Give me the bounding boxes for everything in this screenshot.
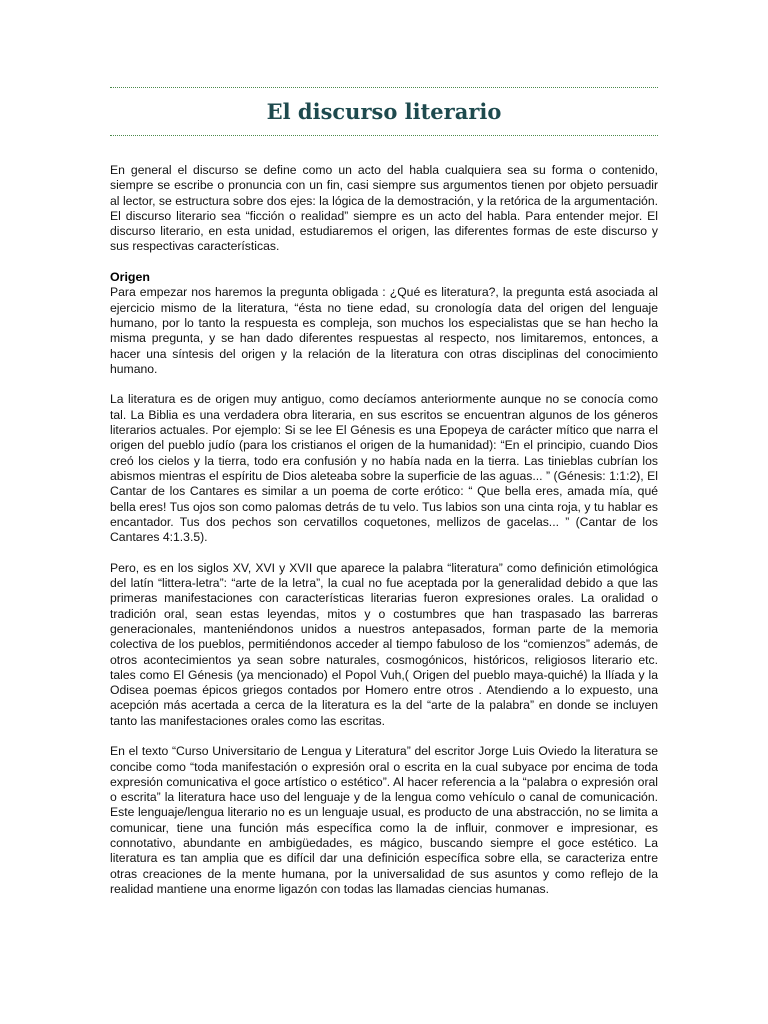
body-paragraph: Pero, es en los siglos XV, XVI y XVII que aparece la palabra “literatura” como definición etimológica del latín “littera-letra”: “arte de la letra”, la cual no fue aceptada por la generalidad debido a que las primeras manifestaciones con características literarias fueron expresiones orales. La oralidad o tradición oral, sean estas leyendas, mitos y o costumbres que han traspasado las barreras generacionales, manteniéndonos unidos a nuestros antepasados, forman parte de la memoria colectiva de los pueblos, permitiéndonos acceder al tiempo fabuloso de los “comienzos” además, de otros acontecimientos ya sean sobre naturales, cosmogónicos, históricos, religiosos literario etc. tales como El Génesis (ya mencionado) el Popol Vuh,( Origen del pueblo maya-quiché) la Ilíada y la Odisea poemas épicos griegos contados por Homero entre otros . Atendiendo a lo expuesto, una acepción más acertada a cerca de la literatura es la del “arte de la palabra” en donde se incluyen tanto las manifestaciones orales como las escritas. [110,560,658,728]
title-top-divider [110,87,658,88]
title-bottom-divider [110,135,658,136]
body-paragraph: La literatura es de origen muy antiguo, como decíamos anteriormente aunque no se conocía como tal. La Biblia es una verdadera obra literaria, en sus escritos se encuentran algunos de los géneros literarios actuales. Por ejemplo: Si se lee El Génesis es una Epopeya de carácter mítico que narra el origen del pueblo judío (para los cristianos el origen de la humanidad): “En el principio, cuando Dios creó los cielos y la tierra, todo era confusión y no había nada en la tierra. Las tinieblas cubrían los abismos mientras el espíritu de Dios aleteaba sobre la superficie de las aguas... ” (Génesis: 1:1:2), El Cantar de los Cantares es similar a un poema de corte erótico: “ Que bella eres, amada mía, qué bella eres! Tus ojos son como palomas detrás de tu velo. Tus labios son una cinta roja, y tu hablar es encantador. Tus dos pechos son cervatillos coquetones, mellizos de gacelas... ” (Cantar de los Cantares 4:1.3.5). [110,392,658,545]
body-paragraph: En el texto “Curso Universitario de Lengua y Literatura” del escritor Jorge Luis Oviedo la literatura se concibe como “toda manifestación o expresión oral o escrita en la cual subyace por encima de toda expresión comunicativa el goce artístico o estético”. Al hacer referencia a la “palabra o expresión oral o escrita” la literatura hace uso del lenguaje y de la lengua como vehículo o canal de comunicación. Este lenguaje/lengua literario no es un lenguaje usual, es producto de una abstracción, no se limita a comunicar, tiene una función más específica como la de influir, conmover e impresionar, es connotativo, abundante en ambigüedades, es mágico, buscando siempre el goce estético. La literatura es tan amplia que es difícil dar una definición específica sobre ella, se caracteriza entre otras creaciones de la mente humana, por la universalidad de sus asuntos y como reflejo de la realidad mantiene una enorme ligazón con todas las llamadas ciencias humanas. [110,744,658,896]
body-paragraph: Para empezar nos haremos la pregunta obligada : ¿Qué es literatura?, la pregunta está asociada al ejercicio mismo de la literatura, “ésta no tiene edad, su cronología data del origen del lenguaje humano, por lo tanto la respuesta es compleja, son muchos los especialistas que se han hecho la misma pregunta, y se han dado diferentes respuestas al respecto, nos limitaremos, entonces, a hacer una síntesis del origen y la relación de la literatura con otras disciplinas del conocimiento humano. [110,285,658,376]
document-title: El discurso literario [266,99,502,124]
intro-paragraph: En general el discurso se define como un acto del habla cualquiera sea su forma o contenido, siempre se escribe o pronuncia con un fin, casi siempre sus argumentos tienen por objeto persuadir al lector, se estructura sobre dos ejes: la lógica de la demostración, y la retórica de la argumentación. El discurso literario sea “ficción o realidad” siempre es un acto del habla. Para entender mejor. El discurso literario, en esta unidad, estudiaremos el origen, las diferentes formas de este discurso y sus respectivas características. [110,163,658,254]
section-heading-origen: Origen [110,270,150,285]
document-body [110,163,658,913]
